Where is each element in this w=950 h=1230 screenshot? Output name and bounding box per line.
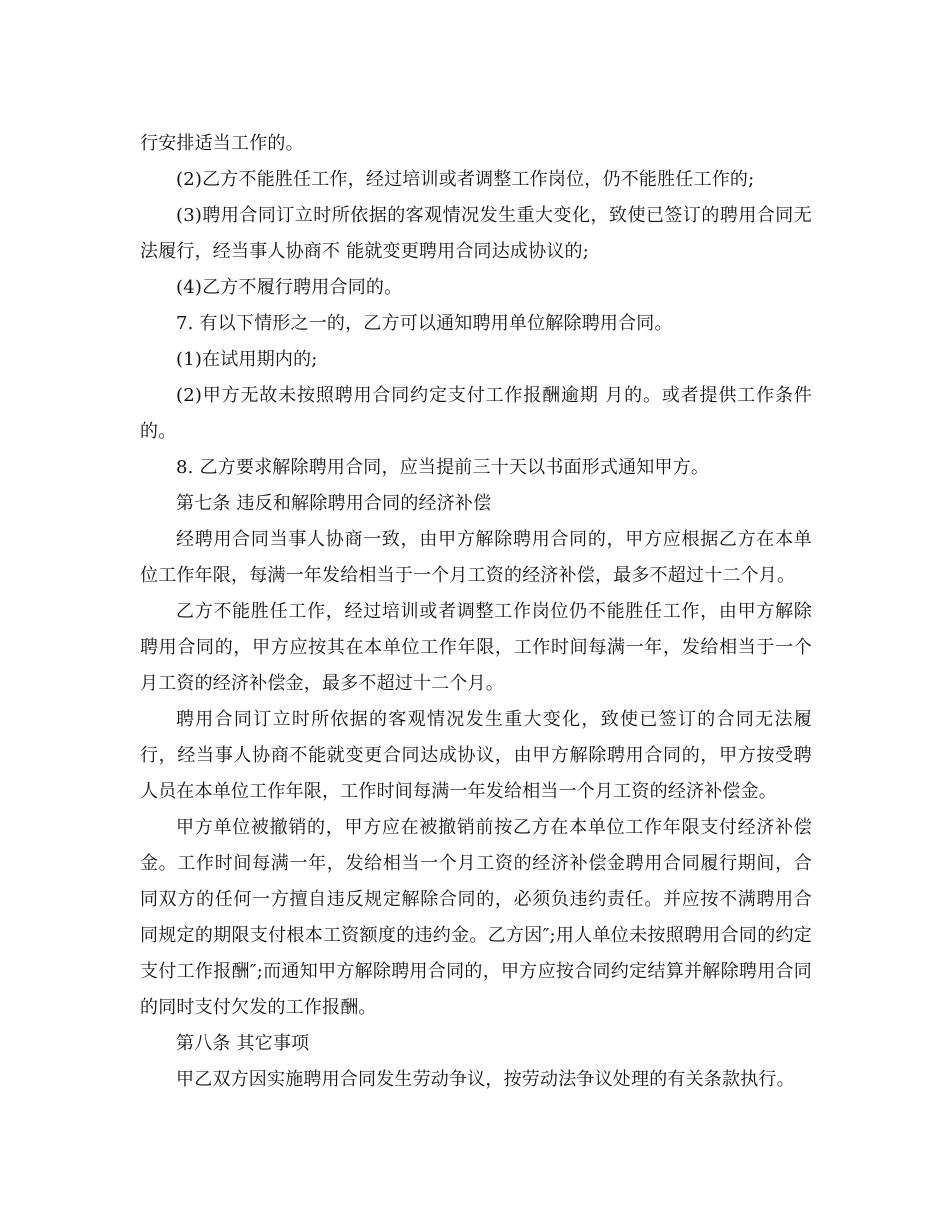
paragraph-compensation-incompetent: 乙方不能胜任工作，经过培训或者调整工作岗位仍不能胜任工作，由甲方解除聘用合同的，甲方应按其在本单位工作年限，工作时间每满一年，发给相当于一个月工资的经济补偿金，最多不超过十二个月。 bbox=[140, 601, 812, 694]
paragraph-clause-4: (4)乙方不履行聘用合同的。 bbox=[176, 277, 403, 298]
paragraph-clause-3: (3)聘用合同订立时所依据的客观情况发生重大变化，致使已签订的聘用合同无法履行，经当事人协商不 能就变更聘用合同达成协议的; bbox=[140, 205, 812, 262]
paragraph-compensation-revoked: 甲方单位被撤销的，甲方应在被撤销前按乙方在本单位工作年限支付经济补偿金。工作时间每满一年，发给相当一个月工资的经济补偿金聘用合同履行期间，合同双方的任何一方擅自违反规定解除合同的，必须负违约责任。并应按不满聘用合同规定的期限支付根本工资额度的违约金。乙方因″;用人单位未按照聘用合同的约定支付工作报酬″;而通知甲方解除聘用合同的，甲方应按合同约定结算并解除聘用合同的同时支付欠发的工作报酬。 bbox=[140, 817, 812, 1018]
paragraph-continuation: 行安排适当工作的。 bbox=[140, 133, 304, 154]
paragraph-dispute: 甲乙双方因实施聘用合同发生劳动争议，按劳动法争议处理的有关条款执行。 bbox=[176, 1069, 795, 1090]
paragraph-item-7-2: (2)甲方无故未按照聘用合同约定支付工作报酬逾期 月的。或者提供工作条件的。 bbox=[140, 385, 812, 442]
paragraph-item-7-1: (1)在试用期内的; bbox=[176, 349, 318, 370]
paragraph-item-7: 7. 有以下情形之一的，乙方可以通知聘用单位解除聘用合同。 bbox=[176, 313, 673, 334]
section-heading-article-8: 第八条 其它事项 bbox=[176, 1033, 310, 1054]
paragraph-compensation-circumstance: 聘用合同订立时所依据的客观情况发生重大变化，致使已签订的合同无法履行，经当事人协商不能就变更合同达成协议，由甲方解除聘用合同的，甲方按受聘人员在本单位工作年限，工作时间每满一年发给相当一个月工资的经济补偿金。 bbox=[140, 709, 812, 802]
paragraph-clause-2: (2)乙方不能胜任工作，经过培训或者调整工作岗位，仍不能胜任工作的; bbox=[176, 169, 755, 190]
paragraph-compensation-mutual: 经聘用合同当事人协商一致，由甲方解除聘用合同的，甲方应根据乙方在本单位工作年限，每满一年发给相当于一个月工资的经济补偿，最多不超过十二个月。 bbox=[140, 529, 812, 586]
paragraph-item-8: 8. 乙方要求解除聘用合同，应当提前三十天以书面形式通知甲方。 bbox=[176, 457, 710, 478]
document-page bbox=[140, 126, 812, 1098]
section-heading-article-7: 第七条 违反和解除聘用合同的经济补偿 bbox=[176, 493, 492, 514]
